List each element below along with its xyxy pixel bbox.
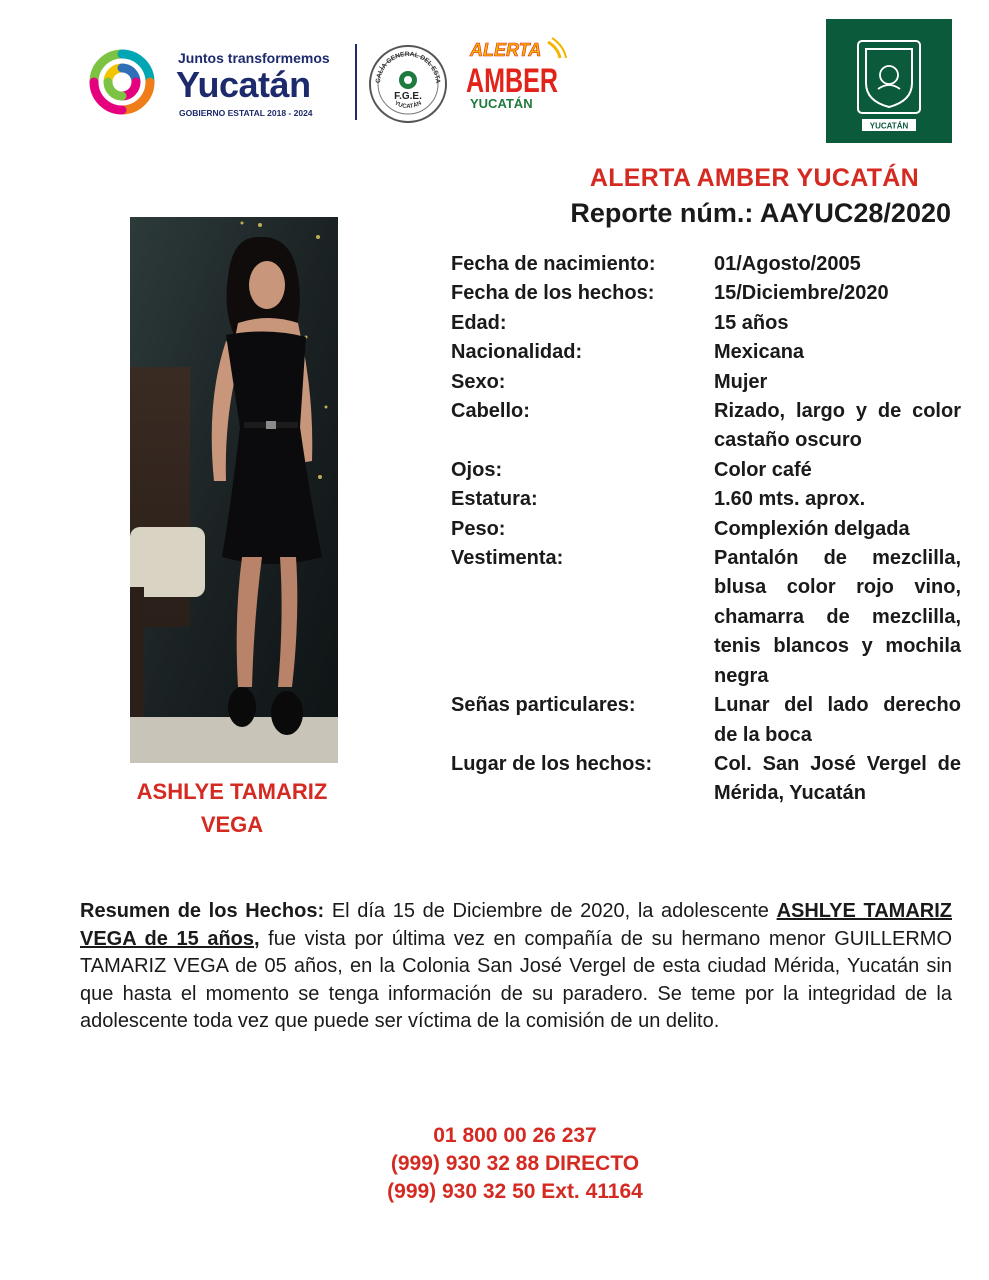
detail-label: Estatura: [451,488,538,511]
detail-row-sex [451,368,961,397]
detail-label: Fecha de los hechos: [451,282,655,305]
detail-row-weight [451,515,961,544]
phone-tollfree: 01 800 00 26 237 [433,1124,597,1147]
detail-label: Edad: [451,311,507,334]
state-government-logo [80,40,350,124]
detail-label: Cabello: [451,400,530,423]
detail-row-height [451,485,961,514]
detail-value: Rizado, largo y de color castaño oscuro [714,400,961,452]
detail-label: Fecha de nacimiento: [451,253,656,275]
detail-value: Mujer [714,370,768,393]
amber-logo-line2: AMBER [466,62,558,100]
phone-direct: (999) 930 32 88 DIRECTO [390,1152,640,1175]
detail-value: 1.60 mts. aprox. [714,488,866,511]
detail-value: Pantalón de mezclilla, blusa color rojo vino, chamarra de mezclilla, tenis blancos y mochila negra [714,547,961,687]
summary-lead: Resumen de los Hechos: [80,900,325,922]
detail-label: Lugar de los hechos: [451,752,653,775]
detail-value: 15/Diciembre/2020 [714,282,889,305]
summary-paragraph [80,898,952,1036]
detail-label: Nacionalidad: [451,341,583,364]
summary-text-2: fue vista por última vez en compañía de su hermano menor GUILLERMO TAMARIZ VEGA de 05 años, en la Colonia San José Vergel de esta ciudad Mérida, Yucatán sin que hasta el momento se tenga información de su paradero. Se teme por la integridad de la adolescente toda vez que puede ser víctima de la comisión de un delito. [80,927,952,1033]
yucatan-shield-icon [826,19,952,143]
fge-center-text: F.G.E. [394,91,422,102]
logo-divider [355,44,357,120]
detail-row-age [451,309,961,338]
detail-value: Complexión delgada [714,517,910,540]
fge-ring-text: CALÍA GENERAL DEL ESTA [374,50,442,84]
missing-person-photo [130,217,338,763]
alert-title: ALERTA AMBER YUCATÁN [589,164,919,192]
state-logo-name: Yucatán [176,64,311,105]
detail-value: 01/Agosto/2005 [714,253,861,275]
detail-row-birthdate [451,250,961,279]
phone-extension: (999) 930 32 50 Ext. 41164 [387,1180,643,1203]
state-emblem-icon [80,40,164,124]
fge-bottom-text: YUCATÁN [393,100,423,111]
detail-row-eyes [451,456,961,485]
detail-value: Mexicana [714,341,805,364]
detail-value: Color café [714,458,812,481]
person-photo-illustration [130,217,338,763]
state-logo-tagline: Juntos transformemos [178,50,330,66]
fge-logo [368,44,448,124]
summary-person-name: ASHLYE TAMARIZ VEGA de 15 años, [80,900,953,950]
detail-row-event-date [451,279,961,308]
detail-row-clothing [451,544,961,691]
detail-row-location [451,750,961,809]
state-logo-period: GOBIERNO ESTATAL 2018 - 2024 [179,108,313,118]
person-details-list [451,250,961,809]
amber-alert-logo [464,36,569,116]
detail-value: Col. San José Vergel de Mérida, Yucatán [714,752,961,805]
detail-row-nationality [451,338,961,367]
report-number: Reporte núm.: AAYUC28/2020 [570,198,951,228]
person-name-line2: VEGA [200,812,264,837]
amber-logo-icon [464,36,569,116]
detail-row-marks [451,691,961,750]
detail-label: Peso: [451,517,506,540]
detail-value: Lunar del lado derecho de la boca [714,694,961,746]
detail-label: Señas particulares: [451,694,636,717]
amber-logo-line3: YUCATÁN [470,96,533,111]
yucatan-shield-logo [826,19,952,143]
detail-value: 15 años [714,311,789,334]
amber-logo-line1: ALERTA [470,40,542,60]
detail-row-hair [451,397,961,456]
person-name-line1: ASHLYE TAMARIZ [136,779,328,804]
detail-label: Vestimenta: [451,547,564,570]
detail-label: Ojos: [451,458,503,481]
missing-person-name [100,775,364,841]
contact-phones [300,1122,730,1206]
fge-seal-icon [368,44,448,124]
yucatan-shield-label: YUCATÁN [869,121,909,131]
detail-label: Sexo: [451,370,506,393]
summary-text-1: El día 15 de Diciembre de 2020, la adolescente [324,900,777,922]
